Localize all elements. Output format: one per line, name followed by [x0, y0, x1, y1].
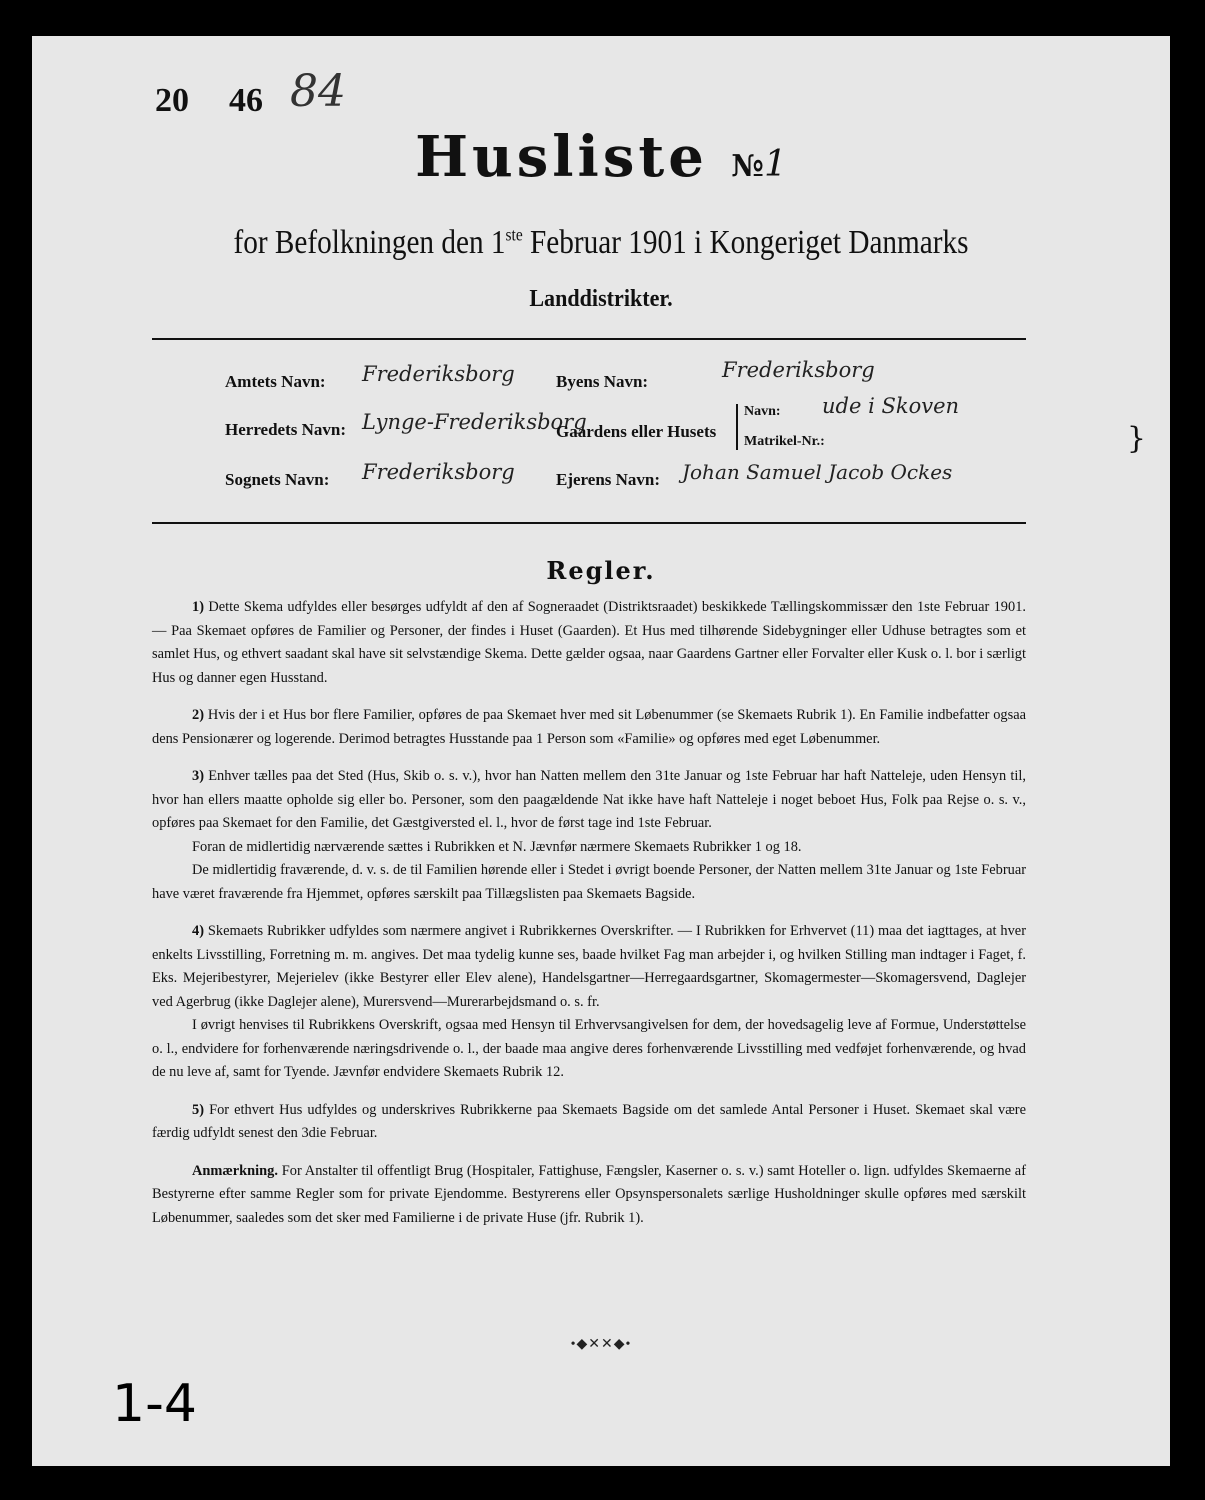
rule-4-text: Skemaets Rubrikker udfyldes som nærmere angivet i Rubrikkernes Overskrifter. — I Rubrikken for Erhvervet (11) maa det iagttages, at hver enkelts Livsstilling, Forretning m. m. angives. Det maa tydelig kunne ses, baade hvilket Fag man arbejder i, og hvilken Stilling man indtager i Faget, f. Eks. Mejeribestyrer, Mejerielev (ikke Bestyrer eller Elev alene), Handelsgartner—Herregaardsgartner, Skomagermester—Skomagersvend, Daglejer ved Agerbrug (ikke Daglejer alene), Murersvend—Murerarbejdsmand o. s. fr.	[152, 923, 1026, 1010]
rule-4b: I øvrigt henvises til Rubrikkens Overskrift, ogsaa med Hensyn til Erhvervsangivelsen for dem, der hovedsagelig leve af Formue, Understøttelse o. l., endvidere for forhenværende næringsdrivende o. l., der baade maa angive deres forhenværende Livsstilling med vedføjet forhenværende, og hvad de nu leve af, samt for Tyende. Jævnfør endvidere Skemaets Rubrik 12.	[152, 1017, 1026, 1080]
census-form-page	[32, 36, 1170, 1466]
rule-3b: Foran de midlertidig nærværende sættes i Rubrikken et N. Jævnfør nærmere Skemaets Rubrikker 1 og 18.	[192, 838, 802, 855]
navn-label: Navn:	[744, 404, 781, 419]
subtitle-pre: for Befolkningen den 1	[233, 224, 506, 261]
divider-bottom	[152, 522, 1026, 524]
title-text: Husliste	[415, 124, 708, 190]
herred-label: Herredets Navn:	[225, 420, 347, 439]
rules-text	[152, 596, 1026, 1244]
sogn-label: Sognets Navn:	[225, 470, 330, 489]
form-number-right: 46	[229, 82, 263, 119]
field-bracket	[736, 404, 738, 450]
divider-top	[152, 338, 1026, 340]
note	[152, 1160, 1026, 1231]
rule-3	[152, 765, 1026, 836]
rule-1-text: Dette Skema udfyldes eller besørges udfyldt af den af Sogneraadet (Distriktsraadet) beskikkede Tællingskommissær den 1ste Februar 1901. — Paa Skemaet opføres de Familier og Personer, der findes i Huset (Gaarden). Et Hus med tilhørende Sidebygninger eller Udhuse betragtes som et samlet Hus, og ethvert saadant skal have sit selvstændige Skema. Dette gælder ogsaa, naar Gaardens Gartner eller Forvalter eller Kusk o. l. bor i særligt Hus og danner egen Husstand.	[152, 599, 1026, 686]
handwritten-number: 84	[290, 66, 346, 117]
navn-value: ude i Skoven	[822, 394, 960, 418]
rule-2-text: Hvis der i et Hus bor flere Familier, opføres de paa Skemaet hver med sit Løbenummer (se Skemaets Rubrik 1). En Familie indbefatter ogsaa dens Pensionærer og logerende. Derimod betragtes Husstande paa 1 Person som «Familie» og opføres med eget Løbenummer.	[152, 707, 1026, 747]
rule-5-number: 5)	[192, 1101, 204, 1118]
herred-value: Lynge-Frederiksborg	[362, 410, 587, 434]
matrikel-label: Matrikel-Nr.:	[744, 434, 825, 449]
note-label: Anmærkning.	[192, 1162, 278, 1179]
rule-5	[152, 1099, 1026, 1146]
subtitle-post: Februar 1901 i Kongeriget Danmarks	[522, 224, 969, 261]
number-value: 1	[763, 144, 787, 185]
sogn-value: Frederiksborg	[362, 460, 515, 484]
rule-3c: De midlertidig fraværende, d. v. s. de til Familien hørende eller i Stedet i øvrigt boende Personer, der Natten mellem 31te Januar og 1ste Februar have været fraværende fra Hjemmet, opføres særskilt paa Tillægslisten paa Skemaets Bagside.	[152, 862, 1026, 902]
rule-2-number: 2)	[192, 707, 204, 723]
ejer-value: Johan Samuel Jacob Ockes	[682, 460, 953, 484]
rule-4-number: 4)	[192, 923, 204, 939]
rule-4	[152, 920, 1026, 1014]
rule-1-number: 1)	[192, 599, 204, 615]
document-subtitle	[112, 224, 1091, 262]
rule-1	[152, 596, 1026, 690]
ejer-label: Ejerens Navn:	[556, 470, 661, 489]
ornament-divider: •◆✕✕◆•	[570, 1337, 632, 1352]
document-title	[32, 124, 1170, 190]
margin-bracket-mark: }	[1126, 421, 1146, 456]
handwritten-range: 1-4	[112, 1374, 197, 1434]
district-type: Landdistrikter.	[529, 286, 673, 312]
by-label: Byens Navn:	[556, 372, 649, 391]
note-text: For Anstalter til offentligt Brug (Hospitaler, Fattighuse, Fængsler, Kaserner o. s. v.) samt Hoteller o. lign. udfyldes Skemaerne af Bestyrerne efter samme Regler som for private Ejendomme. Bestyrerens eller Opsynspersonalets særlige Husholdninger skulle opføres med særskilt Løbenummer, saaledes som det sker med Familierne i de private Huse (jfr. Rubrik 1).	[152, 1162, 1026, 1226]
rule-5-text: For ethvert Hus udfyldes og underskrives Rubrikkerne paa Skemaets Bagside om det samlede Antal Personer i Huset. Skemaet skal være færdig udfyldt senest den 3die Februar.	[152, 1101, 1026, 1141]
subtitle-sup: ste	[505, 224, 523, 245]
rules-heading: Regler.	[546, 556, 656, 585]
rule-3-text: Enhver tælles paa det Sted (Hus, Skib o. s. v.), hvor han Natten mellem den 31te Januar og 1ste Februar har haft Natteleje, uden Hensyn til, hvor han ellers maatte opholde sig eller bo. Personer, som den paagældende Nat ikke have haft Natteleje i noget beboet Hus, Folk paa Rejse o. s. v., opføres paa Skemaet for den Familie, det Gæstgiversted el. l., hvor de først tage ind 1ste Februar.	[152, 768, 1026, 831]
rule-2	[152, 704, 1026, 751]
gaard-label: Gaardens eller Husets	[556, 422, 717, 441]
number-label: №	[731, 149, 764, 184]
rule-3-number: 3)	[192, 768, 204, 784]
form-number-left: 20	[155, 82, 189, 119]
amt-value: Frederiksborg	[362, 362, 515, 386]
amt-label: Amtets Navn:	[225, 372, 326, 391]
by-value: Frederiksborg	[722, 358, 875, 382]
